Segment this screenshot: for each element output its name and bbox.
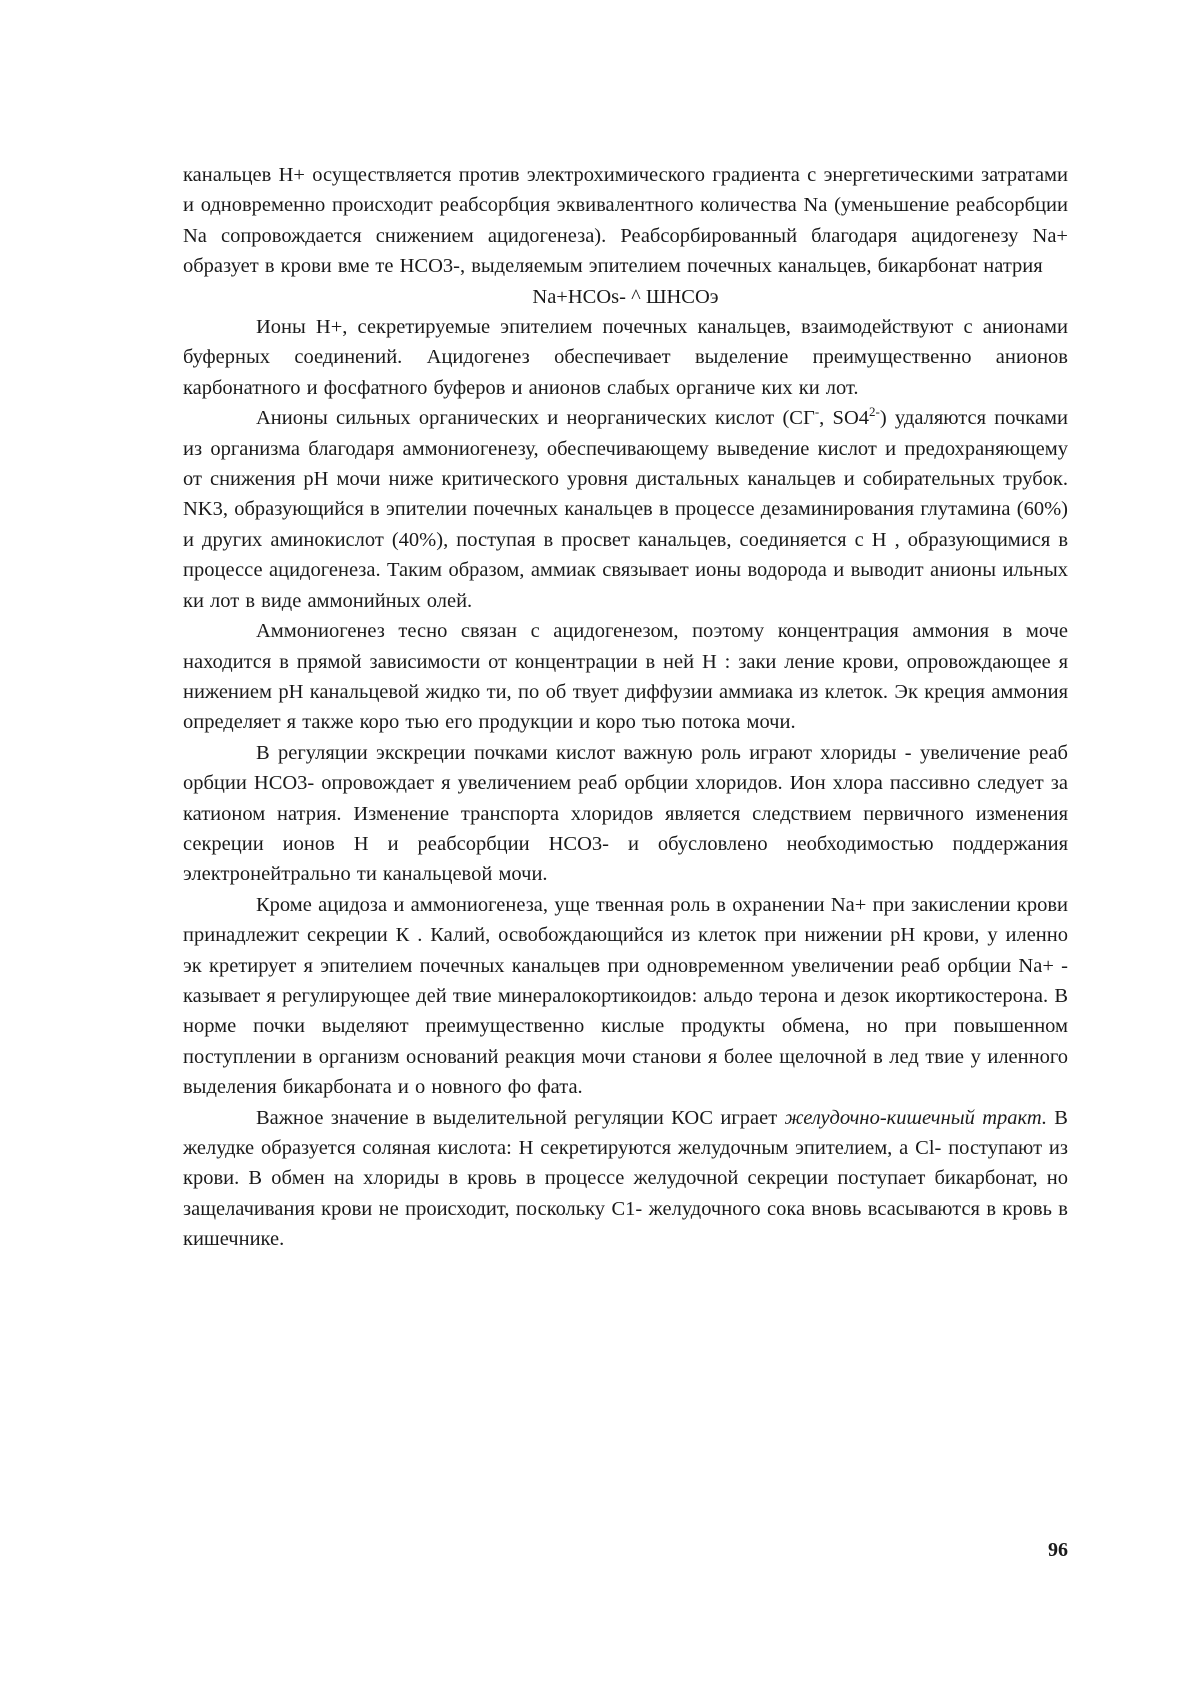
sulfate-charge: 2- bbox=[869, 404, 880, 420]
chloride-charge: - bbox=[814, 404, 820, 420]
document-page bbox=[183, 160, 1068, 1255]
paragraph-3-end: ) удаляются почками из организма благодаря аммониогенезу, обеспечивающему выведение кислот и предохраняющему от снижения pH мочи ниже критического уровня дистальных канальцев и собирательных трубок. NK3, образующийся в эпителии почечных канальцев в процессе дезаминирования глутамина (60%) и других аминокислот (40%), поступая в просвет канальцев, соединяется с Н , образующимися в процессе ацидогенеза. Таким образом, аммиак связывает ионы водорода и выводит анионы ильных ки лот в виде аммонийных олей. bbox=[183, 407, 1068, 612]
paragraph-2: Ионы Н+, секретируемые эпителием почечных канальцев, взаимодействуют с анионами буферных соединений. Ацидогенез обеспечивает выделение преимущественно анионов карбонатного и фосфатного буферов и анионов слабых органиче ких ки лот. bbox=[183, 316, 1068, 399]
paragraph-3-start: Анионы сильных органических и неорганических кислот (СГ bbox=[256, 407, 815, 430]
paragraph-7-start: Важное значение в выделительной регуляции КОС играет bbox=[256, 1106, 785, 1129]
paragraph-1: канальцев Н+ осуществляется против электрохимического градиента с энергетическими затратами и одновременно происходит реабсорбция эквивалентного количества Na (уменьшение реабсорбции Na сопровождается снижением ацидогенеза). Реабсорбированный благодаря ацидогенезу Na+ образует в крови вме те HCO3-, выделяемым эпителием почечных канальцев, бикарбонат натрия bbox=[183, 164, 1068, 278]
page-number: 96 bbox=[1048, 1539, 1068, 1561]
paragraph-3 bbox=[183, 403, 1068, 616]
paragraph-7 bbox=[183, 1103, 1068, 1255]
formula-sodium-bicarbonate: Na+HCOs- ^ ШНСОэ bbox=[532, 285, 719, 308]
italic-term: желудочно-кишечный тракт. bbox=[784, 1106, 1047, 1129]
paragraph-7-end: В желудке образуется соляная кислота: Н секретируются желудочным эпителием, а Cl- поступают из крови. В обмен на хлориды в кровь в процессе желудочной секреции поступает бикарбонат, но защелачивания крови не происходит, поскольку С1- желудочного сока вновь всасываются в кровь в кишечнике. bbox=[183, 1106, 1068, 1251]
paragraph-3-mid: , SO4 bbox=[819, 407, 869, 430]
paragraph-6: Кроме ацидоза и аммониогенеза, уще твенная роль в охранении Na+ при закислении крови принадлежит секреции К . Калий, освобождающийся из клеток при нижении pH крови, у иленно эк кретирует я эпителием почечных канальцев при одновременном увеличении реаб орбции Na+ - казывает я регулирующее дей твие минералокортикоидов: альдо терона и дезок икортикостерона. В норме почки выделяют преимущественно кислые продукты обмена, но при повышенном поступлении в организм оснований реакция мочи станови я более щелочной в лед твие у иленного выделения бикарбоната и о новного фо фата. bbox=[183, 893, 1068, 1099]
paragraph-4: Аммониогенез тесно связан с ацидогенезом, поэтому концентрация аммония в моче находится в прямой зависимости от концентрации в ней Н : заки ление крови, опровождающее я нижением pH канальцевой жидко ти, по об твует диффузии аммиака из клеток. Эк креция аммония определяет я также коро тью его продукции и коро тью потока мочи. bbox=[183, 620, 1068, 734]
paragraph-5: В регуляции экскреции почками кислот важную роль играют хлориды - увеличение реаб орбции HCO3- опровождает я увеличением реаб орбции хлоридов. Ион хлора пассивно следует за катионом натрия. Изменение транспорта хлоридов является следствием первичного изменения секреции ионов Н и реабсорбции HCO3- и обусловлено необходимостью поддержания электронейтрально ти канальцевой мочи. bbox=[183, 741, 1068, 886]
